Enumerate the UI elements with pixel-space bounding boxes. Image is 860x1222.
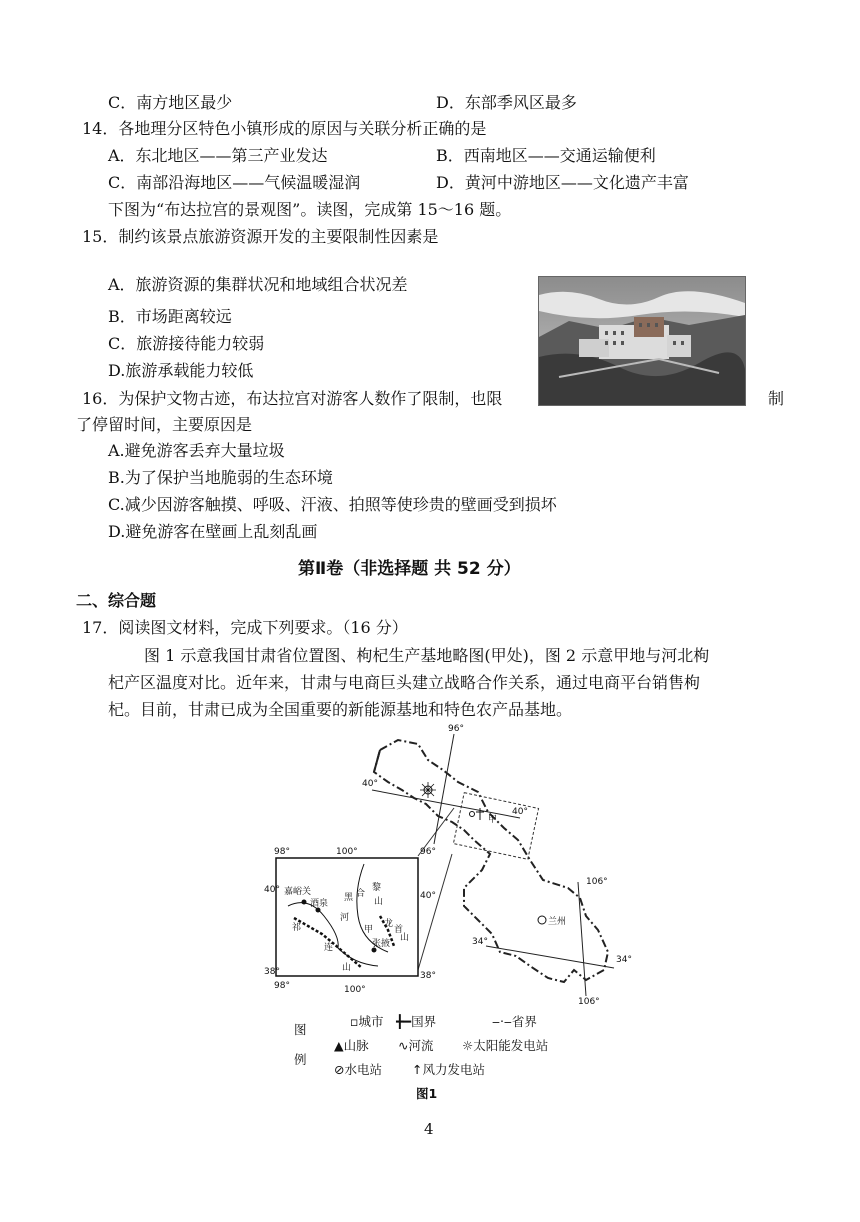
intro-15-16: 下图为“布达拉宫的景观图”。读图，完成第 15～16 题。 (108, 200, 512, 219)
q15-option-d: D.旅游承载能力较低 (108, 361, 254, 380)
inset-lat38-right-label: 38° (420, 971, 436, 981)
city-icon: ▫ (350, 1014, 359, 1029)
legend-city-label: 城市 (358, 1014, 384, 1029)
shou-label: 首 (394, 925, 404, 935)
inset-lon100-top-label: 100° (336, 847, 358, 857)
jia-main-label: 甲 (488, 815, 498, 825)
province-border-icon: ‒‧‒ (492, 1014, 512, 1029)
mountain-icon: ▲ (334, 1038, 344, 1053)
inset-lon98-bottom-label: 98° (274, 981, 290, 991)
legend-mountain (334, 1036, 369, 1054)
legend-mountain-label: 山脉 (343, 1038, 369, 1053)
q16-option-b: B.为了保护当地脆弱的生态环境 (108, 468, 333, 487)
page-number: 4 (424, 1120, 434, 1138)
he2-label: 河 (340, 913, 350, 923)
q15-option-a: A．旅游资源的集群状况和地域组合状况差 (108, 275, 408, 294)
q16-option-c: C.减少因游客触摸、呼吸、汗液、拍照等使珍贵的壁画受到损坏 (108, 495, 557, 514)
shan1-label: 山 (374, 897, 384, 907)
legend-title-1: 图 (294, 1022, 307, 1037)
he1-label: 合 (356, 889, 366, 899)
potala-palace-photo (538, 276, 746, 406)
q15-option-b: B．市场距离较远 (108, 307, 232, 326)
q14-option-d: D．黄河中游地区——文化遗产丰富 (436, 173, 689, 192)
inset-lat40-right-label: 40° (420, 891, 436, 901)
legend-hydro-label: 水电站 (344, 1062, 382, 1077)
q17-stem: 17．阅读图文材料，完成下列要求。（16 分） (82, 618, 408, 637)
river-icon: ∿ (398, 1038, 409, 1053)
q15-stem: 15．制约该景点旅游资源开发的主要限制性因素是 (82, 227, 439, 246)
hydro-station-icon: ⊘ (334, 1062, 345, 1077)
legend-hydro (334, 1060, 382, 1078)
q14-stem: 14．各地理分区特色小镇形成的原因与关联分析正确的是 (82, 119, 487, 138)
legend-wind (412, 1060, 485, 1078)
q15-option-c: C．旅游接待能力较弱 (108, 334, 265, 353)
legend-border-label: 国界 (411, 1014, 437, 1029)
lat40-main-label: 40° (362, 779, 378, 789)
legend-solar-label: 太阳能发电站 (473, 1038, 549, 1053)
lat40-main-right-label: 40° (512, 807, 528, 817)
li-label: 黎 (372, 883, 382, 893)
inset-lat38-left-label: 38° (264, 967, 280, 977)
lanzhou-label: 兰州 (548, 917, 567, 927)
lon106-top-label: 106° (586, 877, 608, 887)
q17-para-line2: 杞产区温度对比。近年来，甘肃与电商巨头建立战略合作关系，通过电商平台销售枸 (108, 673, 701, 692)
q13-option-d: D．东部季风区最多 (436, 93, 577, 112)
legend-border (396, 1012, 436, 1030)
q14-option-a: A．东北地区——第三产业发达 (108, 146, 328, 165)
inset-lon98-top-label: 98° (274, 847, 290, 857)
legend-river-label: 河流 (408, 1038, 434, 1053)
gansu-map-figure (264, 720, 648, 1067)
lon106-bottom-label: 106° (578, 997, 600, 1007)
figure-caption: 图1 (416, 1086, 438, 1101)
q13-option-c: C．南方地区最少 (108, 93, 233, 112)
qi-label: 祁 (292, 923, 302, 933)
jia-inset-label: 甲 (364, 925, 374, 935)
legend-title-2: 例 (294, 1052, 307, 1067)
legend-river (398, 1036, 434, 1054)
lon96-top-label: 96° (448, 724, 464, 734)
q16-option-a: A.避免游客丢弃大量垃圾 (108, 441, 285, 460)
solar-station-icon: ☼ (462, 1038, 474, 1053)
q16-stem-part1-end: 制 (768, 389, 785, 408)
border-icon: ╋━ (396, 1014, 412, 1029)
jiuquan-label: 酒泉 (310, 899, 329, 909)
jiayuguan-label: 嘉峪关 (284, 887, 312, 897)
q16-stem-part2: 了停留时间，主要原因是 (76, 415, 253, 434)
legend-province-label: 省界 (511, 1014, 537, 1029)
shan2-label: 山 (400, 933, 410, 943)
hei-label: 黑 (344, 893, 354, 903)
q16-option-d: D.避免游客在壁画上乱刻乱画 (108, 522, 318, 541)
legend-city (350, 1012, 384, 1030)
q16-stem-part1: 16．为保护文物古迹，布达拉宫对游客人数作了限制，也限 (82, 389, 503, 408)
part2-title: 第Ⅱ卷（非选择题 共 52 分） (298, 559, 521, 579)
wind-station-icon: ↑ (412, 1062, 423, 1077)
lian-label: 连 (324, 943, 334, 953)
lat34-left-label: 34° (472, 937, 488, 947)
lon96-bottom-label: 96° (420, 847, 436, 857)
q14-option-b: B．西南地区——交通运输便利 (436, 146, 656, 165)
legend-solar (462, 1036, 548, 1054)
q14-option-c: C．南部沿海地区——气候温暖湿润 (108, 173, 361, 192)
inset-lat40-left-label: 40° (264, 885, 280, 895)
inset-lon100-bottom-label: 100° (344, 985, 366, 995)
q17-para-line3: 杞。目前，甘肃已成为全国重要的新能源基地和特色农产品基地。 (108, 700, 573, 719)
q17-para-line1: 图 1 示意我国甘肃省位置图、枸杞生产基地略图(甲处)，图 2 示意甲地与河北枸 (144, 646, 710, 665)
legend-wind-label: 风力发电站 (422, 1062, 485, 1077)
gansu-map (264, 720, 648, 1060)
zhangye-label: 张掖 (372, 939, 391, 949)
long-label: 龙 (384, 919, 394, 929)
lat34-right-label: 34° (616, 955, 632, 965)
shan3-label: 山 (342, 963, 352, 973)
section2-title: 二、综合题 (76, 591, 157, 610)
legend-province (492, 1012, 537, 1030)
